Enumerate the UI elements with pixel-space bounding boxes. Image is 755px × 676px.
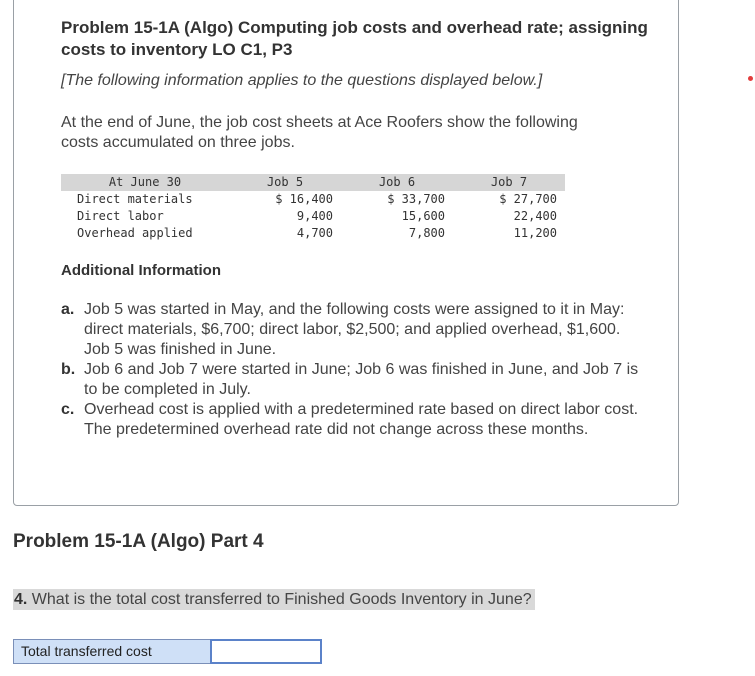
header-cell-job6: Job 6 [341, 174, 453, 191]
list-item [61, 360, 641, 400]
answer-label: Total transferred cost [13, 639, 210, 664]
header-cell-period: At June 30 [61, 174, 229, 191]
list-marker: a. [61, 301, 75, 318]
list-item [61, 400, 641, 440]
table-row [61, 191, 565, 208]
table-header-row [61, 174, 565, 191]
list-marker: c. [61, 401, 75, 418]
question-prompt [13, 589, 535, 610]
table-row [61, 225, 565, 242]
table-cell: 7,800 [408, 226, 445, 240]
table-cell: 4,700 [296, 226, 333, 240]
question-text: What is the total cost transferred to Finished Goods Inventory in June? [31, 591, 532, 608]
table-cell: 15,600 [401, 209, 445, 223]
problem-intro: [The following information applies to the questions displayed below.] [61, 72, 543, 89]
red-dot-marker [748, 76, 753, 81]
job-cost-table [61, 174, 565, 242]
header-cell-job5: Job 5 [229, 174, 341, 191]
additional-info-heading: Additional Information [61, 262, 221, 279]
table-cell: 9,400 [296, 209, 333, 223]
total-transferred-cost-input[interactable] [210, 639, 322, 664]
header-cell-job7: Job 7 [453, 174, 565, 191]
list-item [61, 300, 641, 360]
problem-description: At the end of June, the job cost sheets at Ace Roofers show the following costs accumulated on three jobs. [61, 114, 578, 151]
row-label: Direct materials [77, 192, 193, 206]
table-row [61, 208, 565, 225]
table-cell: 11,200 [513, 226, 557, 240]
list-item-text: Job 5 was started in May, and the following costs were assigned to it in May: direct materials, $6,700; direct labor, $2,500; and applied overhead, $1,600. Job 5 was finished in June. [84, 301, 625, 358]
table-cell: $ 16,400 [275, 192, 333, 206]
question-number: 4. [14, 591, 28, 608]
row-label: Overhead applied [77, 226, 193, 240]
table-cell: $ 33,700 [387, 192, 445, 206]
table-cell: $ 27,700 [499, 192, 557, 206]
part-title: Problem 15-1A (Algo) Part 4 [13, 531, 264, 552]
problem-title: Problem 15-1A (Algo) Computing job costs and overhead rate; assigning costs to inventory LO C1, P3 [61, 18, 648, 59]
list-item-text: Overhead cost is applied with a predetermined rate based on direct labor cost. The predetermined overhead rate did not change across these months. [84, 401, 639, 438]
list-marker: b. [61, 361, 76, 378]
additional-info-list [61, 300, 641, 440]
list-item-text: Job 6 and Job 7 were started in June; Job 6 was finished in June, and Job 7 is to be completed in July. [84, 361, 639, 398]
table-cell: 22,400 [513, 209, 557, 223]
row-label: Direct labor [77, 209, 164, 223]
